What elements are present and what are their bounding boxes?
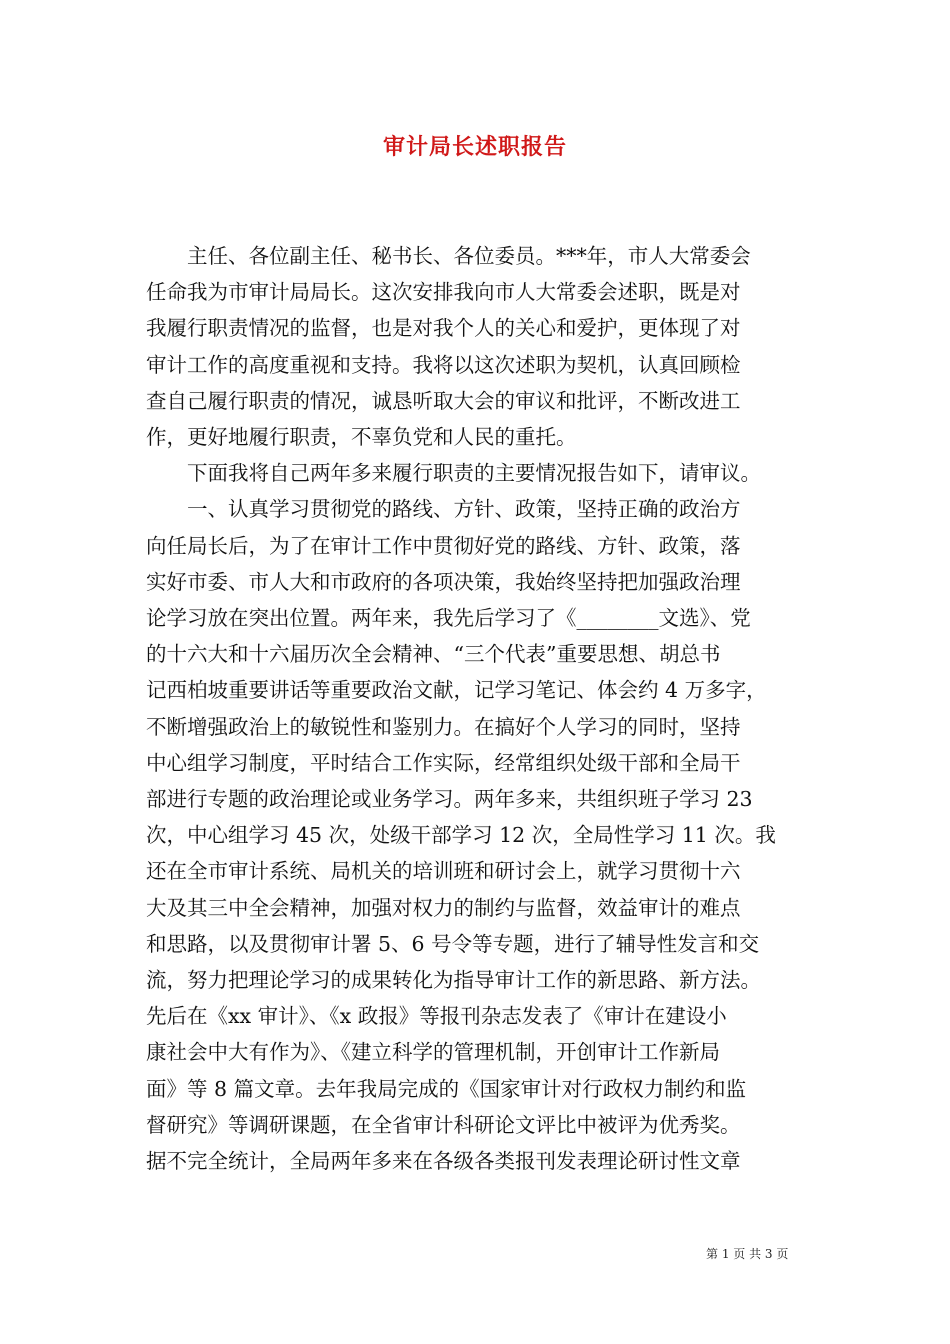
body-line: 部进行专题的政治理论或业务学习。两年多来，共组织班子学习 23 — [146, 787, 753, 812]
body-line: 中心组学习制度，平时结合工作实际，经常组织处级干部和全局干 — [146, 750, 741, 775]
body-line: 作，更好地履行职责，不辜负党和人民的重托。 — [146, 425, 577, 450]
body-line: 记西柏坡重要讲话等重要政治文献，记学习笔记、体会约 4 万多字， — [146, 678, 767, 703]
body-line: 向任局长后，为了在审计工作中贯彻好党的路线、方针、政策，落 — [146, 533, 741, 558]
body-line: 审计工作的高度重视和支持。我将以这次述职为契机，认真回顾检 — [146, 352, 741, 377]
body-line: 面》等 8 篇文章。去年我局完成的《国家审计对行政权力制约和监 — [146, 1076, 747, 1101]
body-line: 一、认真学习贯彻党的路线、方针、政策，坚持正确的政治方 — [146, 497, 741, 522]
body-line: 我履行职责情况的监督，也是对我个人的关心和爱护，更体现了对 — [146, 316, 741, 341]
page-footer: 第 1 页 共 3 页 — [706, 1247, 789, 1261]
body-line: 康社会中大有作为》、《建立科学的管理机制，开创审计工作新局 — [146, 1040, 720, 1065]
body-line: 查自己履行职责的情况，诚恳听取大会的审议和批评，不断改进工 — [146, 388, 741, 413]
body-line: 次，中心组学习 45 次，处级干部学习 12 次，全局性学习 11 次。我 — [146, 823, 776, 848]
body-line: 和思路，以及贯彻审计署 5、6 号令等专题，进行了辅导性发言和交 — [146, 931, 760, 956]
body-line: 不断增强政治上的敏锐性和鉴别力。在搞好个人学习的同时，坚持 — [146, 714, 741, 739]
body-line: 督研究》等调研课题，在全省审计科研论文评比中被评为优秀奖。 — [146, 1112, 741, 1137]
body-line: 下面我将自己两年多来履行职责的主要情况报告如下，请审议。 — [146, 461, 761, 486]
body-line: 据不完全统计，全局两年多来在各级各类报刊发表理论研讨性文章 — [146, 1149, 741, 1174]
body-line: 任命我为市审计局局长。这次安排我向市人大常委会述职，既是对 — [146, 280, 741, 305]
document-body — [146, 238, 808, 1179]
body-line: 还在全市审计系统、局机关的培训班和研讨会上，就学习贯彻十六 — [146, 859, 741, 884]
document-title: 审计局长述职报告 — [382, 134, 567, 160]
body-line: 论学习放在突出位置。两年来，我先后学习了《________文选》、党 — [146, 606, 751, 631]
body-line: 流，努力把理论学习的成果转化为指导审计工作的新思路、新方法。 — [146, 968, 761, 993]
body-line: 主任、各位副主任、秘书长、各位委员。***年，市人大常委会 — [146, 244, 751, 268]
body-line: 的十六大和十六届历次全会精神、“三个代表”重要思想、胡总书 — [146, 642, 721, 667]
body-line: 先后在《xx 审计》、《x 政报》等报刊杂志发表了《审计在建设小 — [146, 1004, 727, 1029]
body-line: 实好市委、市人大和市政府的各项决策，我始终坚持把加强政治理 — [146, 569, 741, 594]
body-line: 大及其三中全会精神，加强对权力的制约与监督，效益审计的难点 — [146, 895, 741, 920]
